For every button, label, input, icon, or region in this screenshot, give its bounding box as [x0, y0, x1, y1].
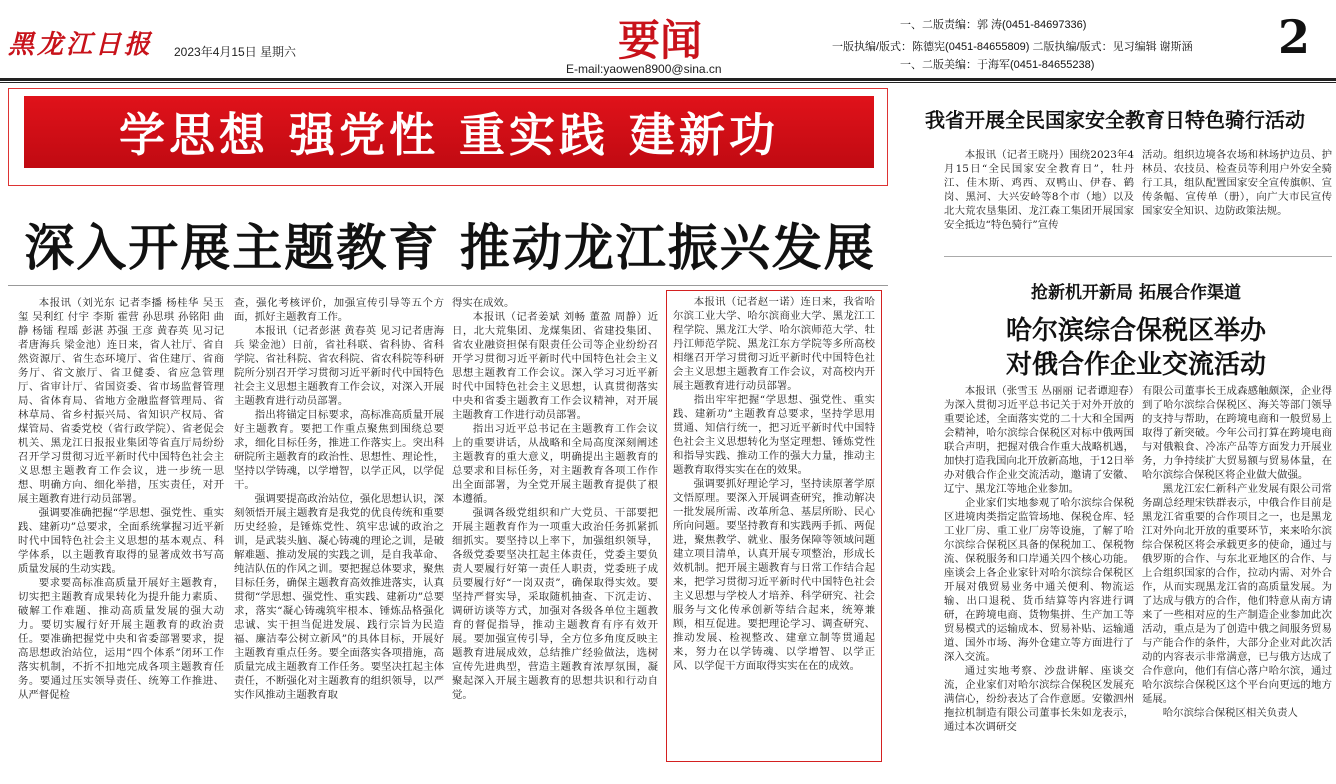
story1-column-2 [1142, 148, 1332, 246]
boxed-article-universities [666, 290, 882, 762]
story2-kicker: 抢新机开新局 拓展合作渠道 [1031, 283, 1241, 303]
article-paragraph: 强调要准确把握“学思想、强党性、重实践、建新功”总要求，全面系统掌握习近平新时代中国特色社会主义思想的基本观点、科学体系，以主题教育取得的显著成效书写高质量发展的生动实践。 [18, 507, 224, 575]
article-paragraph: 强调各级党组织和广大党员、干部要把开展主题教育作为一项重大政治任务抓紧抓细抓实。要坚持以上率下，加强组织领导，各级党委要坚决扛起主体责任，党委主要负责人要履行好第一责任人职责，党委班子成员要履行好“一岗双责”，确保取得实效。要坚持严督实导，采取随机抽查、下沉走访、调研访谈等方式，加强对各级各单位主题教育的督促指导，推动主题教育有序有效开展。要加强宣传引导，全方位多角度反映主题教育进展成效，总结推广经验做法，选树宣传先进典型，营造主题教育浓厚氛围，凝聚起深入开展主题教育的思想共识和行动自觉。 [452, 507, 658, 701]
article-paragraph: 本报讯（张雪玉 丛丽丽 记者谭迎春）为深入贯彻习近平总书记关于对外开放的重要论述，全面落实党的二十大和全国两会精神，哈尔滨综合保税区对标中俄两国联合声明，把握对俄合作重大战略机遇，加快打造我国向北开放新高地，于12日举办对俄合作企业交流活动，邀请了安徽、辽宁、黑龙江等地企业参加。 [944, 385, 1134, 495]
article-paragraph: 本报讯（记者王晓丹）围绕2023年4月15日“全民国家安全教育日”，牡丹江、佳木斯、鸡西、双鸭山、伊春、鹤岗、黑河、大兴安岭等8个市（地）以及北大荒农垦集团、龙江森工集团开展国家安全抵边“特色骑行”宣传 [944, 149, 1134, 231]
headline-divider [8, 285, 888, 286]
article-paragraph: 本报讯（记者赵一诺）连日来，我省哈尔滨工业大学、哈尔滨商业大学、黑龙江工程学院、黑龙江大学、哈尔滨师范大学、牡丹江师范学院、黑龙江东方学院等多所高校相继召开学习贯彻习近平新时代中国特色社会主义思想主题教育工作会议，对高校内开展主题教育进行动员部署。 [673, 296, 875, 392]
story2-headline-line1: 哈尔滨综合保税区举办 [1005, 316, 1266, 346]
article-paragraph: 指出将锚定目标要求，高标准高质量开展好主题教育。要把工作重点聚焦到围绕总要求，细化目标任务，推进工作落实上。突出科研院所主题教育的政治性、思想性、理论性，坚持以学铸魂，以学增智，以学正风，以学促干。 [234, 409, 444, 491]
issue-date: 2023年4月15日 星期六 [174, 45, 297, 59]
article-paragraph: 查，强化考核评价，加强宣传引导等五个方面，抓好主题教育工作。 [234, 297, 444, 323]
article-paragraph: 指出牢牢把握“学思想、强党性、重实践、建新功”主题教育总要求，坚持学思用贯通、知信行统一，把习近平新时代中国特色社会主义思想转化为坚定理想、锤炼党性和指导实践、推动工作的强大力量，推动主题教育取得实实在在的效果。 [673, 394, 875, 476]
masthead-rule-thin [0, 82, 1336, 83]
editor-line-2: 一版执编/版式：陈德宪(0451-84655809) 二版执编/版式：见习编辑 谢斯涵 [832, 41, 1193, 53]
article-paragraph: 企业家们实地参观了哈尔滨综合保税区进境肉类指定监管场地、保税仓库、轻工业厂房、重工业厂房等设施，了解了哈尔滨综合保税区具备的保税加工、保税物流、保税服务和口岸通关四个核心功能。座谈会上各企业家针对哈尔滨综合保税区开展对俄贸易业务中通关便利、物流运输、出口退税、货币结算等内容进行调研，在跨境电商、货物集拼、生产加工等贸易模式的运输成本、贸易补贴、运输通道、国外市场、海外仓建立等方面进行了深入交流。 [944, 497, 1134, 663]
story2-headline-line2: 对俄合作企业交流活动 [1005, 350, 1266, 380]
story2-column-1 [944, 384, 1134, 784]
article-paragraph: 得实在成效。 [452, 297, 515, 309]
masthead-rule [0, 78, 1336, 81]
article-paragraph: 强调要提高政治站位，强化思想认识，深刻领悟开展主题教育是我党的优良传统和重要历史经验，是锤炼党性、筑牢忠诚的政治之训，是武装头脑、凝心铸魂的理论之训，是破解难题、推动发展的实践之训，是自我革命、纯洁队伍的作风之训。要把握总体要求，聚焦目标任务，确保主题教育高效推进落实，认真贯彻“学思想、强党性、重实践、建新功”总要求，落实“凝心铸魂筑牢根本、锤炼品格强化忠诚、实干担当促进发展、践行宗旨为民造福、廉洁奉公树立新风”的具体目标，开展好主题教育重点任务。要全面落实各项措施，高质量完成主题教育工作任务。要坚决扛起主体责任，不断强化对主题教育的组织领导，以严实作风推动主题教育取 [234, 493, 444, 701]
article-paragraph: 黑龙江宏仁新科产业发展有限公司常务副总经理宋铁群表示，中俄合作目前是黑龙江省重要的合作项目之一，也是黑龙江对外向北开放的重要环节，来来哈尔滨综合保税区将会承载更多的使命，通过与俄罗斯的合作、与东北亚地区的合作、与上合组织国家的合作，拉动内需、对外合作，从而实现黑龙江省的高质量发展。为了达成与俄方的合作，他们特意从南方请来了一些相对应的生产制造企业参加此次活动，重点是为了创造中俄之间服务贸易与产能合作的条件，大部分企业对此次活动的内容表示非常满意，已与俄方达成了合作意向，他们有信心落户哈尔滨，通过哈尔滨综合保税区这个平台向更远的地方延展。 [1142, 483, 1332, 705]
article-paragraph: 指出习近平总书记在主题教育工作会议上的重要讲话，从战略和全局高度深刻阐述主题教育的重大意义，明确提出主题教育的总要求和目标任务，对主题教育各项工作作出全面部署，为全党开展主题教育提供了根本遵循。 [452, 423, 658, 505]
editor-line-3: 一、二版美编：于海军(0451-84655238) [900, 59, 1095, 71]
article-column-1 [18, 296, 224, 784]
page-number: 2 [1278, 10, 1311, 64]
right-divider [944, 256, 1332, 257]
article-paragraph: 本报讯（记者姜斌 刘畅 董盈 周静）近日，北大荒集团、龙煤集团、省建投集团、省农业融资担保有限责任公司等企业纷纷召开学习贯彻习近平新时代中国特色社会主义思想主题教育工作会议。深入学习习近平新时代中国特色社会主义思想，认真贯彻落实中央和省委主题教育工作会议精神，对开展主题教育工作进行动员部署。 [452, 311, 658, 421]
article-paragraph: 活动。组织边境各农场和林场护边员、护林员、农技员、检查员等利用户外安全骑行工具，组队配置国家安全宣传旗帜、宣传条幅、宣传单（册），向广大市民宣传国家安全知识、边防政策法规。 [1142, 149, 1332, 217]
main-headline: 深入开展主题教育 推动龙江振兴发展 [24, 219, 876, 277]
article-paragraph: 强调要抓好理论学习，坚持读原著学原文悟原理。要深入开展调查研究，推动解决一批发展所需、改革所急、基层所盼、民心所向问题。要坚持教育和实践两手抓、两促进，聚焦教学、就业、服务保障等领域问题建立项目清单，认真开展专项整治，形成长效机制。把开展主题教育与日常工作结合起来，把学习贯彻习近平新时代中国特色社会主义思想与学校人才培养、科学研究、社会服务与文化传承创新等结合起来，统筹兼顾，相互促进。要把理论学习、调查研究、推动发展、检视整改、建章立制等贯通起来，努力在以学铸魂、以学增智、以学正风、以学促干方面取得实实在在的成效。 [673, 478, 875, 672]
story1-column-1 [944, 148, 1134, 246]
article-column-3 [452, 296, 658, 784]
banner-text: 学思想 强党性 重实践 建新功 [118, 108, 780, 162]
section-email: E-mail:yaowen8900@sina.cn [566, 62, 722, 76]
article-paragraph: 通过实地考察、沙盘讲解、座谈交流，企业家们对哈尔滨综合保税区发展充满信心，纷纷表达了合作意愿。安徽泗州拖拉机制造有限公司董事长朱如龙表示，通过本次调研交 [944, 665, 1134, 733]
editor-line-1: 一、二版责编：郭 涛(0451-84697336) [900, 19, 1087, 31]
story1-headline: 我省开展全民国家安全教育日特色骑行活动 [925, 108, 1305, 132]
article-paragraph: 要求要高标准高质量开展好主题教育，切实把主题教育成果转化为提升能力素质、破解工作难题、推动高质量发展的强大动力。要切实履行好开展主题教育的政治责任。要准确把握党中央和省委部署要求，提高思想政治站位，运用“四个体系”闭环工作落实机制，不折不扣地完成各项主题教育任务。要通过压实领导责任、统筹工作推进、从严督促检 [18, 577, 224, 701]
article-column-2 [234, 296, 444, 784]
article-paragraph: 本报讯（记者彭湛 黄春英 见习记者唐海兵 梁金池）日前，省社科联、省科协、省科学院、省社科院、省农科院、省农科院等科研院所分别召开学习贯彻习近平新时代中国特色社会主义思想主题教育工作会议，对深入开展主题教育进行动员部署。 [234, 325, 444, 407]
section-title: 要闻 [617, 16, 702, 65]
story2-column-2 [1142, 384, 1332, 784]
banner [24, 96, 874, 168]
newspaper-logo: 黑龙江日报 [8, 30, 154, 60]
article-paragraph: 本报讯（刘光东 记者李播 杨桂华 吴玉玺 吴利红 付宇 李斯 霍营 孙思琪 孙铭阳 曲静 杨镭 程瑶 彭湛 苏强 王彦 黄春英 见习记者唐海兵 梁金池）连日来，省人社厅、省自然资源厅、省生态环境厅、省住建厅、省商务厅、省文旅厅、省卫健委、省应急管理厅、省审计厅、省国资委、省市场监督管理局、省体育局、省地方金融监督管理局、省林草局、省乡村振兴局、省知识产权局、省煤管局、省委党校（省行政学院）、省老促会机关、黑龙江日报报业集团等省直厅局纷纷召开学习贯彻习近平新时代中国特色社会主义思想主题教育工作会议，进一步统一思想、明确方向、细化举措，压实责任，对开展主题教育进行动员部署。 [18, 297, 224, 505]
article-paragraph: 哈尔滨综合保税区相关负责人 [1162, 707, 1298, 719]
article-paragraph: 有限公司董事长王成森感触颇深，企业得到了哈尔滨综合保税区、海关等部门领导的支持与帮助，在跨境电商和一般贸易上取得了新突破。今年公司打算在跨境电商与对俄粮食、冷冻产品等方面发力开展业务，力争持续扩大贸易额与贸易体量，在哈尔滨综合保税区将企业做大做强。 [1142, 385, 1332, 481]
